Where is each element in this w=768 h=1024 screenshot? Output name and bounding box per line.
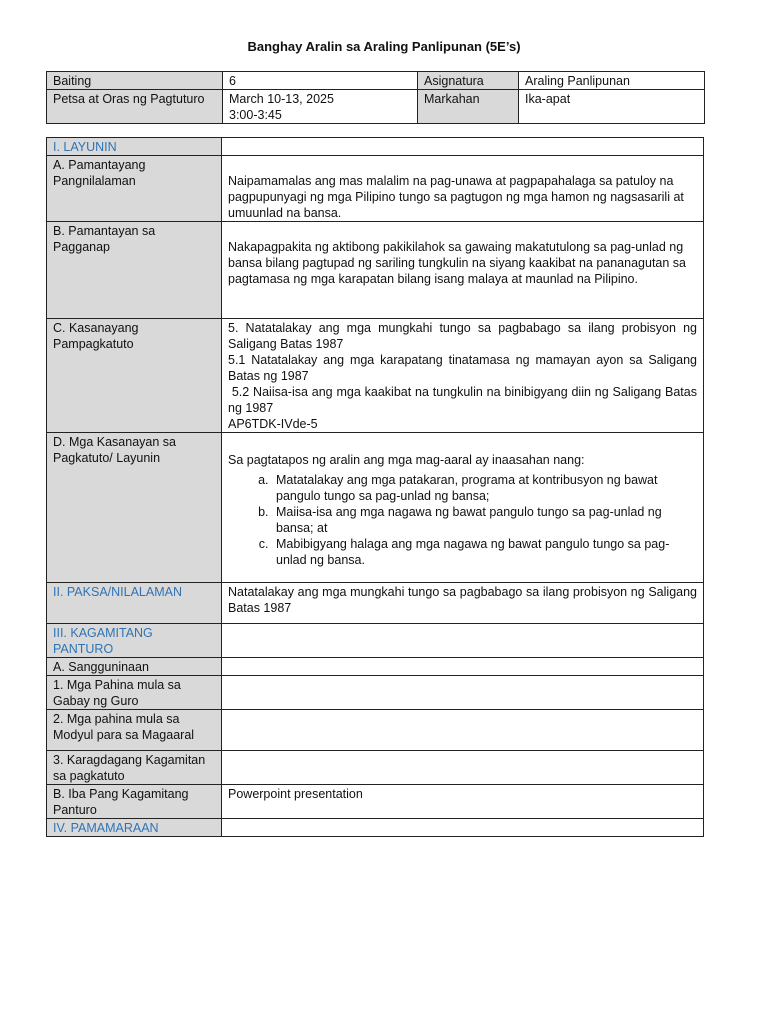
petsa-date: March 10-13, 2025 (229, 92, 334, 106)
list-item: b. Maiisa-isa ang mga nagawa ng bawat pangulo tungo sa pag-unlad ng bansa; at (272, 504, 697, 536)
markahan-value: Ika-apat (519, 90, 705, 124)
sanggunian-label: A. Sangguninaan (47, 658, 222, 676)
petsa-label: Petsa at Oras ng Pagtuturo (47, 90, 223, 124)
kasanayang-value (222, 319, 704, 433)
gabay-empty (222, 676, 704, 710)
modyul-empty (222, 710, 704, 751)
section-layunin: I. LAYUNIN (47, 138, 222, 156)
pamantayang-label: A. Pamantayang Pangnilalaman (47, 156, 222, 222)
mga-kasanayan-label: D. Mga Kasanayan sa Pagkatuto/ Layunin (47, 433, 222, 583)
list-item: c. Mabibigyang halaga ang mga nagawa ng bawat pangulo tungo sa pag-unlad ng bansa. (272, 536, 697, 568)
mga-kasanayan-intro: Sa pagtatapos ng aralin ang mga mag-aaral ay inaasahan nang: (228, 453, 585, 467)
gabay-label: 1. Mga Pahina mula sa Gabay ng Guro (47, 676, 222, 710)
section-kagamitang-empty (222, 624, 704, 658)
pagganap-label: B. Pamantayan sa Pagganap (47, 222, 222, 319)
section-pamamaraan-empty (222, 819, 704, 837)
pamantayang-value: Naipamamalas ang mas malalim na pag-unawa at pagpapahalaga sa patuloy na pagpupunyagi ng mga Pilipino tungo sa pagtugon ng mga hamon ng nagsasarili at umuunlad na bansa. (222, 156, 704, 222)
document-title: Banghay Aralin sa Araling Panlipunan (5E’s) (247, 39, 521, 54)
karagdagang-label: 3. Karagdagang Kagamitan sa pagkatuto (47, 751, 222, 785)
kasanayang-line-2: 5.1 Natatalakay ang mga karapatang tinatamasa ng mamayan ayon sa Saligang Batas ng 1987 (228, 353, 697, 383)
karagdagang-empty (222, 751, 704, 785)
asignatura-label: Asignatura (418, 72, 519, 90)
sanggunian-empty (222, 658, 704, 676)
section-pamamaraan: IV. PAMAMARAAN (47, 819, 222, 837)
lesson-plan-table (46, 137, 704, 837)
baitang-value: 6 (223, 72, 418, 90)
iba-value: Powerpoint presentation (222, 785, 704, 819)
info-table (46, 71, 705, 124)
iba-label: B. Iba Pang Kagamitang Panturo (47, 785, 222, 819)
mga-kasanayan-list (228, 472, 697, 568)
section-kagamitang: III. KAGAMITANG PANTURO (47, 624, 222, 658)
asignatura-value: Araling Panlipunan (519, 72, 705, 90)
modyul-label: 2. Mga pahina mula sa Modyul para sa Magaaral (47, 710, 222, 751)
petsa-time: 3:00-3:45 (229, 108, 282, 122)
kasanayang-code: AP6TDK-IVde-5 (228, 417, 318, 431)
kasanayang-line-1: 5. Natatalakay ang mga mungkahi tungo sa pagbabago sa ilang probisyon ng Saligang Batas 1987 (228, 321, 697, 351)
section-paksa: II. PAKSA/NILALAMAN (47, 583, 222, 624)
kasanayang-label: C. Kasanayang Pampagkatuto (47, 319, 222, 433)
pagganap-value: Nakapagpakita ng aktibong pakikilahok sa gawaing makatutulong sa pag-unlad ng bansa bilang pagtupad ng sariling tungkulin na siyang kaakibat na pananagutan sa pagtamasa ng mga karapatan bilang isang malaya at maunlad na Pilipino. (222, 222, 704, 319)
kasanayang-line-3: 5.2 Naiisa-isa ang mga kaakibat na tungkulin na binibigyang diin ng Saligang Batas ng 1987 (228, 385, 701, 415)
mga-kasanayan-value (222, 433, 704, 583)
petsa-value (223, 90, 418, 124)
list-item: a. Matatalakay ang mga patakaran, programa at kontribusyon ng bawat pangulo tungo sa pag-unlad ng bansa; (272, 472, 697, 504)
section-layunin-empty (222, 138, 704, 156)
baitang-label: Baiting (47, 72, 223, 90)
markahan-label: Markahan (418, 90, 519, 124)
paksa-value: Natatalakay ang mga mungkahi tungo sa pagbabago sa ilang probisyon ng Saligang Batas 1987 (222, 583, 704, 624)
